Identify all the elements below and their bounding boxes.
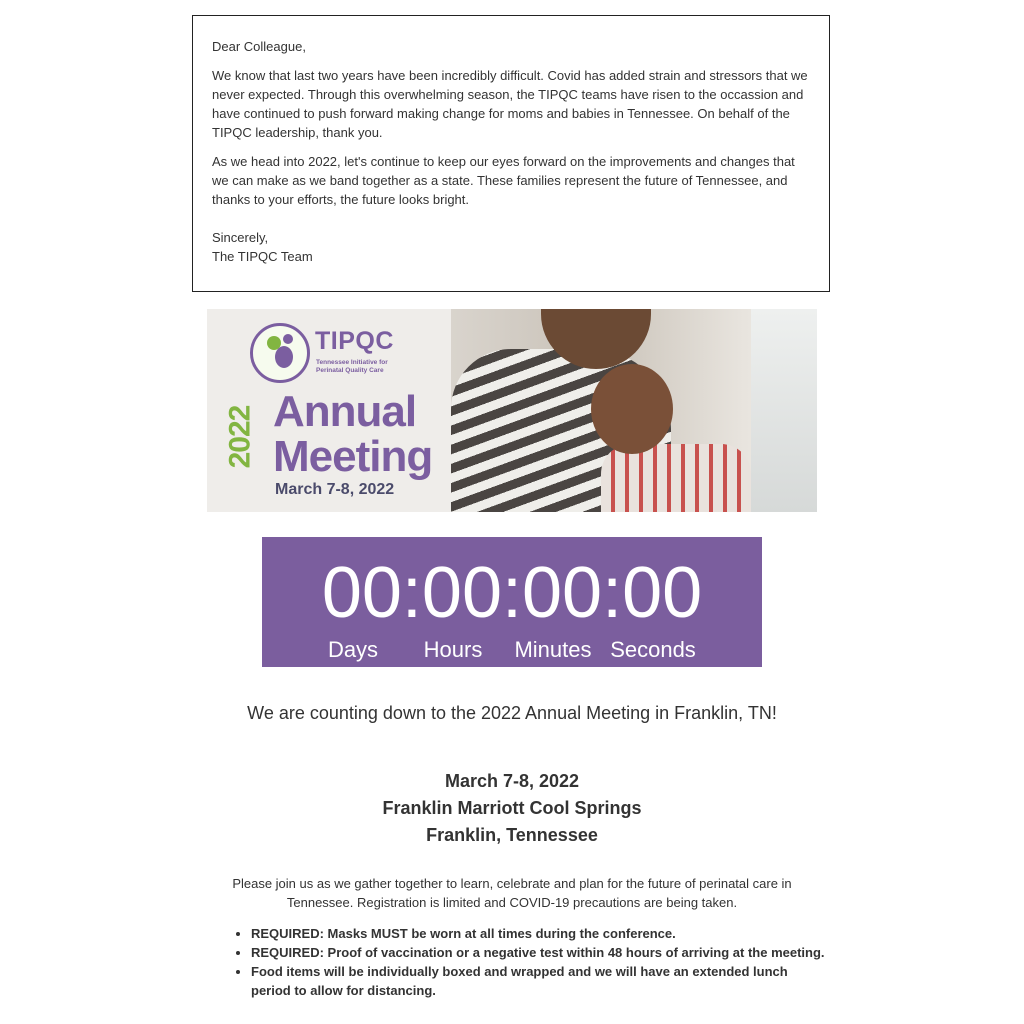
banner-date: March 7-8, 2022 [275, 481, 395, 498]
list-item: • REQUIRED: Masks MUST be worn at all times during the conference. [251, 924, 831, 943]
intro-paragraph: Please join us as we gather together to learn, celebrate and plan for the future of perinatal care in Tennessee. Registration is limited and COVID-19 precautions are being taken. [232, 876, 792, 910]
letter-closing: Sincerely, [212, 230, 269, 245]
list-item: • REQUIRED: Proof of vaccination or a negative test within 48 hours of arriving at the meeting. [251, 943, 831, 962]
logo-text: TIPQC [315, 327, 394, 355]
requirements-list [232, 924, 831, 1000]
letter-paragraph-2: As we head into 2022, let's continue to keep our eyes forward on the improvements and changes that we can make as we band together as a state. These families represent the future of Tennessee, and thanks to your efforts, the future looks bright. [212, 154, 795, 207]
letter-paragraph-1: We know that last two years have been incredibly difficult. Covid has added strain and stressors that we never expected. Through this overwhelming season, the TIPQC teams have risen to the occassion and have continued to push forward making change for moms and babies in Tennessee. On behalf of the TIPQC leadership, thank you. [212, 68, 808, 140]
logo-subtitle: Tennessee Initiative for Perinatal Quality Care [316, 359, 388, 374]
countdown-caption: We are counting down to the 2022 Annual Meeting in Franklin, TN! [247, 703, 777, 723]
countdown-label-days: Days [327, 637, 379, 662]
banner-title-line-2: Meeting [273, 432, 433, 481]
countdown-label-minutes: Minutes [514, 637, 592, 662]
list-item: • Food items will be individually boxed and wrapped and we will have an extended lunch period to allow for distancing. [251, 962, 831, 1000]
countdown-label-hours: Hours [423, 637, 483, 662]
tipqc-logo-icon [250, 323, 310, 383]
countdown-label-seconds: Seconds [610, 637, 696, 662]
banner-year: 2022 [223, 405, 257, 469]
annual-meeting-banner[interactable] [207, 309, 817, 512]
event-date: March 7-8, 2022 [444, 771, 580, 791]
letter-signoff [212, 228, 810, 266]
mother-baby-photo [451, 309, 817, 512]
letter-box [192, 15, 830, 292]
countdown-timer [262, 537, 762, 667]
countdown-digits: 00:00:00:00 [321, 553, 703, 633]
event-details [0, 768, 1024, 849]
letter-signature: The TIPQC Team [212, 249, 313, 264]
letter-greeting: Dear Colleague, [212, 39, 306, 54]
event-venue: Franklin Marriott Cool Springs [382, 798, 642, 818]
event-city: Franklin, Tennessee [426, 825, 598, 845]
banner-text-panel [207, 309, 451, 512]
banner-title-line-1: Annual [273, 387, 417, 436]
